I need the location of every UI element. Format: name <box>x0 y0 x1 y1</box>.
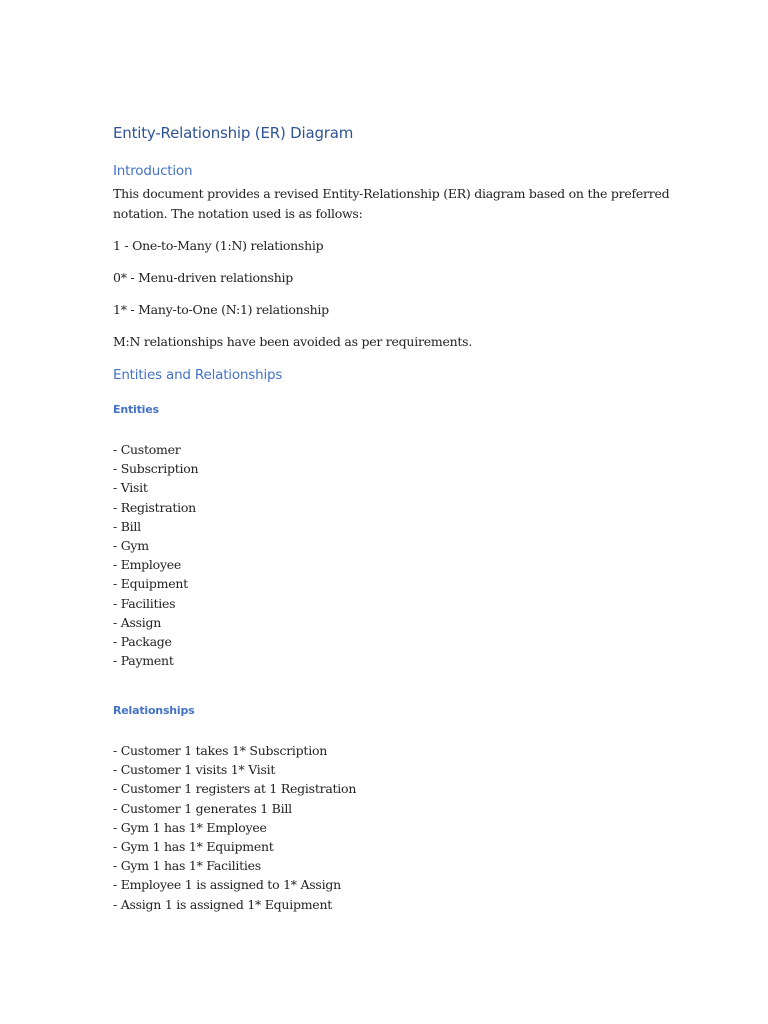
notation-one-to-many: 1 - One-to-Many (1:N) relationship <box>113 238 324 253</box>
notation-menu-driven: 0* - Menu-driven relationship <box>113 270 293 285</box>
list-item: - Package <box>113 633 172 649</box>
list-item: - Assign <box>113 614 162 630</box>
list-item: - Employee 1 is assigned to 1* Assign <box>113 877 341 893</box>
list-item: - Customer 1 registers at 1 Registration <box>113 781 357 797</box>
introduction-paragraph-line-2: notation. The notation used is as follows: <box>113 206 363 221</box>
notation-many-to-one: 1* - Many-to-One (N:1) relationship <box>113 302 329 317</box>
list-item: - Gym 1 has 1* Employee <box>113 819 267 835</box>
entities-list <box>113 440 198 670</box>
list-item: - Equipment <box>113 576 188 592</box>
mn-relationships-note: M:N relationships have been avoided as per requirements. <box>113 334 473 349</box>
relationships-heading: Relationships <box>113 704 195 717</box>
relationships-list <box>113 741 356 914</box>
entities-and-relationships-heading: Entities and Relationships <box>113 367 283 383</box>
list-item: - Customer 1 takes 1* Subscription <box>113 743 328 758</box>
list-item: - Customer <box>113 442 181 457</box>
list-item: - Gym 1 has 1* Facilities <box>113 858 261 874</box>
list-item: - Customer 1 visits 1* Visit <box>113 762 276 778</box>
entities-heading: Entities <box>113 403 159 416</box>
list-item: - Subscription <box>113 461 199 477</box>
list-item: - Assign 1 is assigned 1* Equipment <box>113 896 333 912</box>
list-item: - Visit <box>113 480 148 496</box>
list-item: - Employee <box>113 557 182 573</box>
introduction-heading: Introduction <box>113 163 193 179</box>
introduction-paragraph-line-1: This document provides a revised Entity-Relationship (ER) diagram based on the preferred <box>113 186 670 201</box>
document-title: Entity-Relationship (ER) Diagram <box>113 124 354 142</box>
list-item: - Gym <box>113 537 149 553</box>
list-item: - Customer 1 generates 1 Bill <box>113 800 292 816</box>
list-item: - Facilities <box>113 595 176 611</box>
list-item: - Gym 1 has 1* Equipment <box>113 838 274 854</box>
list-item: - Bill <box>113 518 141 534</box>
introduction-paragraph <box>113 184 673 224</box>
list-item: - Payment <box>113 653 174 669</box>
list-item: - Registration <box>113 499 196 515</box>
